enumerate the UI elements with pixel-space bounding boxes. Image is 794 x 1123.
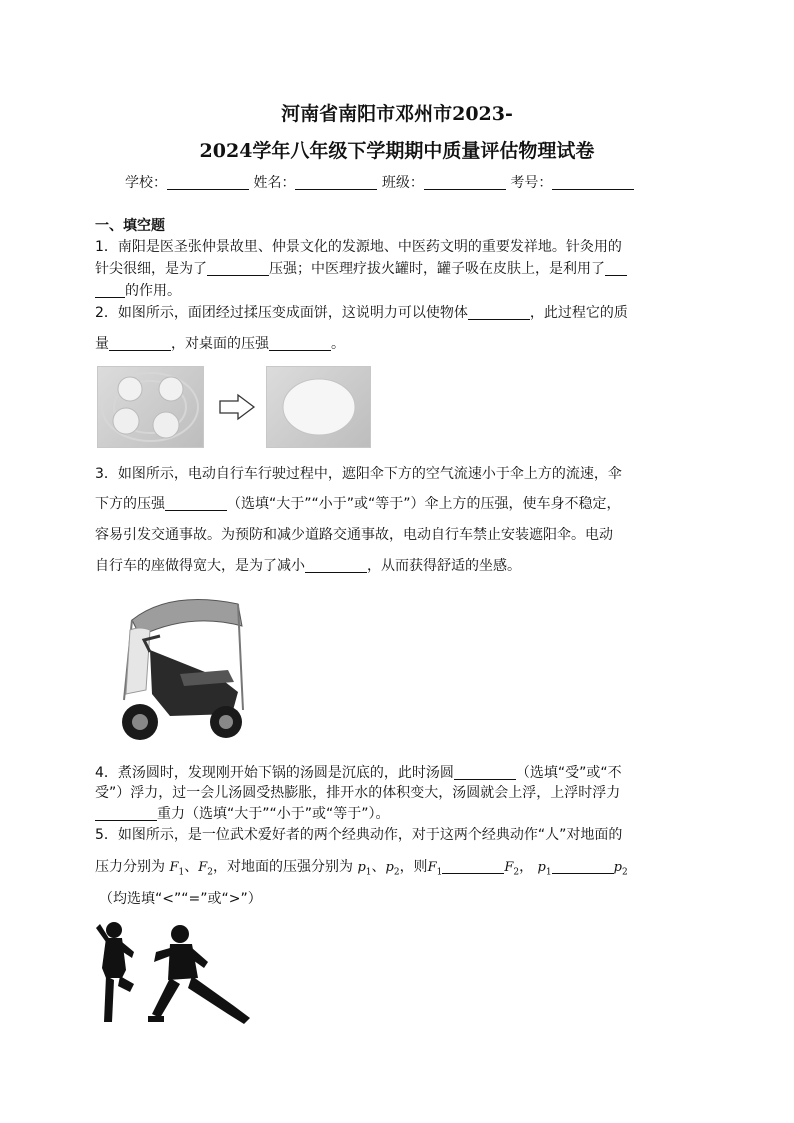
- q1-text-a: 针尖很细，是为了: [95, 261, 207, 277]
- q4-line2: 受”）浮力，过一会儿汤圆受热膨胀，排开水的体积变大，汤圆就会上浮，上浮时浮力: [95, 785, 621, 801]
- q3-text-b: （选填“大于”“小于”或“等于”）伞上方的压强，使车身不稳定，: [227, 496, 621, 512]
- school-field[interactable]: [167, 175, 249, 190]
- q5-F2-b: $F_2$: [504, 860, 520, 878]
- page-title-line2: 2024学年八年级下学期期中质量评估物理试卷: [199, 140, 595, 162]
- scooter-with-umbrella-image: [110, 590, 250, 748]
- section-title: 一、填空题: [95, 218, 165, 234]
- q5-F2: $F_2$: [198, 860, 213, 878]
- q4-blank-1[interactable]: [454, 765, 516, 780]
- q5-p2: $p_2$: [385, 860, 400, 878]
- q1-blank-2[interactable]: [605, 261, 627, 276]
- name-label: 姓名：: [253, 175, 296, 191]
- q5-F1: $F_1$: [169, 860, 185, 878]
- q4-line3: [95, 804, 390, 824]
- q5-line1: 5．如图所示，是一位武术爱好者的两个经典动作，对于这两个经典动作“人”对地面的: [95, 827, 623, 843]
- page-title-line1: 河南省南阳市邓州市2023-: [281, 103, 513, 125]
- q5-text-a: 压力分别为: [95, 859, 165, 875]
- dough-balls-photo: [97, 366, 204, 448]
- q4-blank-2[interactable]: [95, 806, 157, 821]
- q4-text-a: 4．煮汤圆时，发现刚开始下锅的汤圆是沉底的，此时汤圆: [95, 765, 454, 781]
- name-field[interactable]: [295, 175, 377, 190]
- q5-p1-b: $p_1$: [537, 860, 552, 878]
- exam-number-label: 考号：: [510, 175, 553, 191]
- q1-line3: [95, 281, 181, 301]
- arrow-right-icon: [218, 393, 256, 421]
- q3-line4: [95, 556, 521, 576]
- q5-F1-b: $F_1$: [427, 860, 443, 878]
- q3-blank-1[interactable]: [165, 496, 227, 511]
- q1-line2: [95, 259, 627, 279]
- q3-line1: 3．如图所示，电动自行车行驶过程中，遮阳伞下方的空气流速小于伞上方的流速，伞: [95, 466, 622, 482]
- q2-text-c: 量: [95, 336, 109, 352]
- q4-text-b: （选填“受”或“不: [515, 765, 622, 781]
- q2-text-b: ，此过程它的质: [529, 305, 628, 321]
- dough-cake-image: [267, 367, 370, 447]
- class-field[interactable]: [424, 175, 506, 190]
- dough-cake-photo: [266, 366, 371, 448]
- q3-text-c: 自行车的座做得宽大，是为了减小: [95, 558, 305, 574]
- q2-text-d: ，对桌面的压强: [171, 336, 269, 352]
- martial-artist-one-leg-stance-image: [92, 918, 142, 1026]
- class-label: 班级：: [381, 175, 424, 191]
- q3-line2: [95, 494, 621, 514]
- q2-blank-2[interactable]: [109, 336, 171, 351]
- q2-line2: [95, 334, 345, 354]
- martial-artist-lunge-stance-image: [146, 922, 254, 1026]
- q1-line1: 1．南阳是医圣张仲景故里、仲景文化的发源地、中医药文明的重要发祥地。针灸用的: [95, 239, 622, 255]
- exam-number-field[interactable]: [552, 175, 634, 190]
- q5-p1: $p_1$: [357, 860, 372, 878]
- q5-text-c: ，则: [399, 859, 428, 875]
- q5-text-b: ，对地面的压强分别为: [212, 859, 353, 875]
- q5-sep-1: 、: [184, 859, 199, 875]
- q2-text-a: 2．如图所示，面团经过揉压变成面饼，这说明力可以使物体: [95, 305, 468, 321]
- q3-blank-2[interactable]: [305, 558, 367, 573]
- q3-text-d: ，从而获得舒适的坐感。: [367, 558, 521, 574]
- school-label: 学校：: [125, 175, 167, 191]
- q1-blank-2-cont[interactable]: [95, 283, 125, 298]
- q3-text-a: 下方的压强: [95, 496, 165, 512]
- q3-line3: 容易引发交通事故。为预防和减少道路交通事故，电动自行车禁止安装遮阳伞。电动: [95, 527, 613, 543]
- q2-blank-3[interactable]: [269, 336, 331, 351]
- q4-line1: [95, 763, 622, 783]
- q2-text-e: 。: [331, 336, 345, 352]
- q5-blank-1[interactable]: [442, 859, 504, 874]
- q5-sep-2: 、: [371, 859, 386, 875]
- q5-line2: [95, 857, 628, 883]
- q4-text-c: 重力（选填“大于”“小于”或“等于”）。: [157, 806, 390, 822]
- q2-line1: [95, 303, 628, 323]
- q1-text-b: 压强；中医理疗拔火罐时，罐子吸在皮肤上，是利用了: [269, 261, 605, 277]
- student-info: [125, 172, 634, 192]
- q5-comma: ，: [519, 859, 534, 875]
- dough-balls-image: [98, 367, 203, 447]
- q1-blank-1[interactable]: [207, 261, 269, 276]
- q5-line3: （均选填“<”“=”或“>”）: [99, 891, 262, 907]
- q5-p2-b: $p_2$: [613, 860, 628, 878]
- q5-blank-2[interactable]: [552, 859, 614, 874]
- q2-blank-1[interactable]: [468, 305, 530, 320]
- q1-text-c: 的作用。: [125, 283, 181, 299]
